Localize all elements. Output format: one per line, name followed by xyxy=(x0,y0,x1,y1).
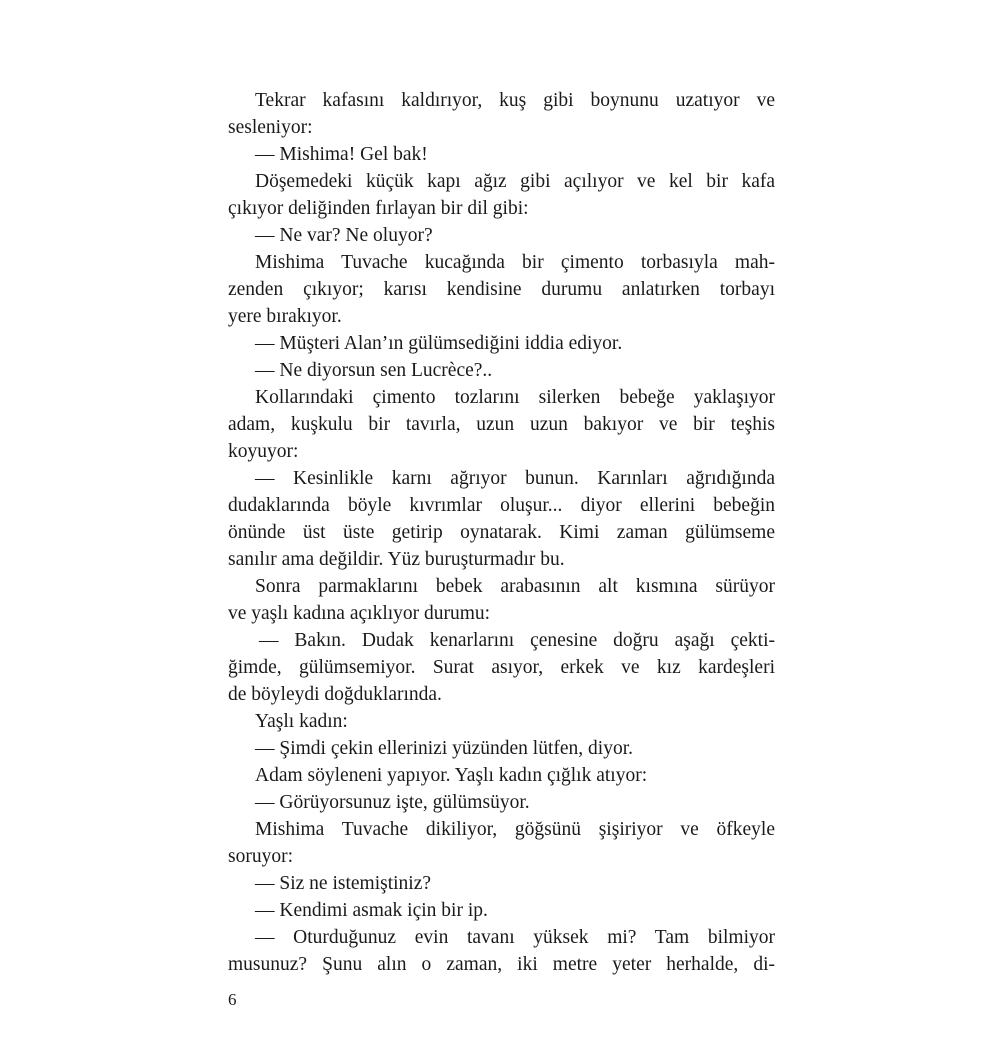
dialogue-line: — Mishima! Gel bak! xyxy=(255,144,428,165)
text-line: Mishima Tuvache dikiliyor, göğsünü şişiriyor ve öfkeyle xyxy=(255,819,775,840)
dialogue-line: — Ne var? Ne oluyor? xyxy=(255,225,433,246)
text-line: adam, kuşkulu bir tavırla, uzun uzun bakıyor ve bir teşhis xyxy=(228,414,775,435)
dialogue-line: — Oturduğunuz evin tavanı yüksek mi? Tam bilmiyor xyxy=(255,927,775,948)
text-line: Adam söyleneni yapıyor. Yaşlı kadın çığlık atıyor: xyxy=(255,765,648,786)
dialogue-line: — Bakın. Dudak kenarlarını çenesine doğru aşağı çekti- xyxy=(259,630,775,651)
text-line: musunuz? Şunu alın o zaman, iki metre yeter herhalde, di- xyxy=(228,954,775,975)
text-line: ve yaşlı kadına açıklıyor durumu: xyxy=(228,603,491,624)
text-line: dudaklarında böyle kıvrımlar oluşur... diyor ellerini bebeğin xyxy=(228,495,775,516)
text-line: sanılır ama değildir. Yüz buruşturmadır bu. xyxy=(228,549,565,570)
text-line: Mishima Tuvache kucağında bir çimento torbasıyla mah- xyxy=(255,252,775,273)
text-line: de böyleydi doğduklarında. xyxy=(228,684,442,705)
dialogue-line: — Müşteri Alan’ın gülümsediğini iddia ediyor. xyxy=(255,333,623,354)
dialogue-line: — Şimdi çekin ellerinizi yüzünden lütfen, diyor. xyxy=(255,738,634,759)
text-line: koyuyor: xyxy=(228,441,299,462)
dialogue-line: — Kesinlikle karnı ağrıyor bunun. Karınları ağrıdığında xyxy=(255,468,775,489)
text-line: Yaşlı kadın: xyxy=(255,711,348,732)
text-line: önünde üst üste getirip oynatarak. Kimi zaman gülümseme xyxy=(228,522,775,543)
text-line: Kollarındaki çimento tozlarını silerken bebeğe yaklaşıyor xyxy=(255,387,775,408)
body-text xyxy=(228,87,775,978)
text-line: sesleniyor: xyxy=(228,117,313,138)
text-line: Döşemedeki küçük kapı ağız gibi açılıyor ve kel bir kafa xyxy=(255,171,775,192)
dialogue-line: — Görüyorsunuz işte, gülümsüyor. xyxy=(255,792,530,813)
text-line: zenden çıkıyor; karısı kendisine durumu anlatırken torbayı xyxy=(228,279,775,300)
page-number: 6 xyxy=(228,990,237,1009)
text-line: çıkıyor deliğinden fırlayan bir dil gibi: xyxy=(228,198,529,219)
dialogue-line: — Kendimi asmak için bir ip. xyxy=(255,900,488,921)
text-line: Sonra parmaklarını bebek arabasının alt kısmına sürüyor xyxy=(255,576,775,597)
text-line: soruyor: xyxy=(228,846,293,867)
text-line: yere bırakıyor. xyxy=(228,306,342,327)
text-line: ğimde, gülümsemiyor. Surat asıyor, erkek ve kız kardeşleri xyxy=(228,657,775,678)
text-line: Tekrar kafasını kaldırıyor, kuş gibi boynunu uzatıyor ve xyxy=(255,90,775,111)
dialogue-line: — Siz ne istemiştiniz? xyxy=(255,873,432,894)
dialogue-line: — Ne diyorsun sen Lucrèce?.. xyxy=(255,360,493,381)
